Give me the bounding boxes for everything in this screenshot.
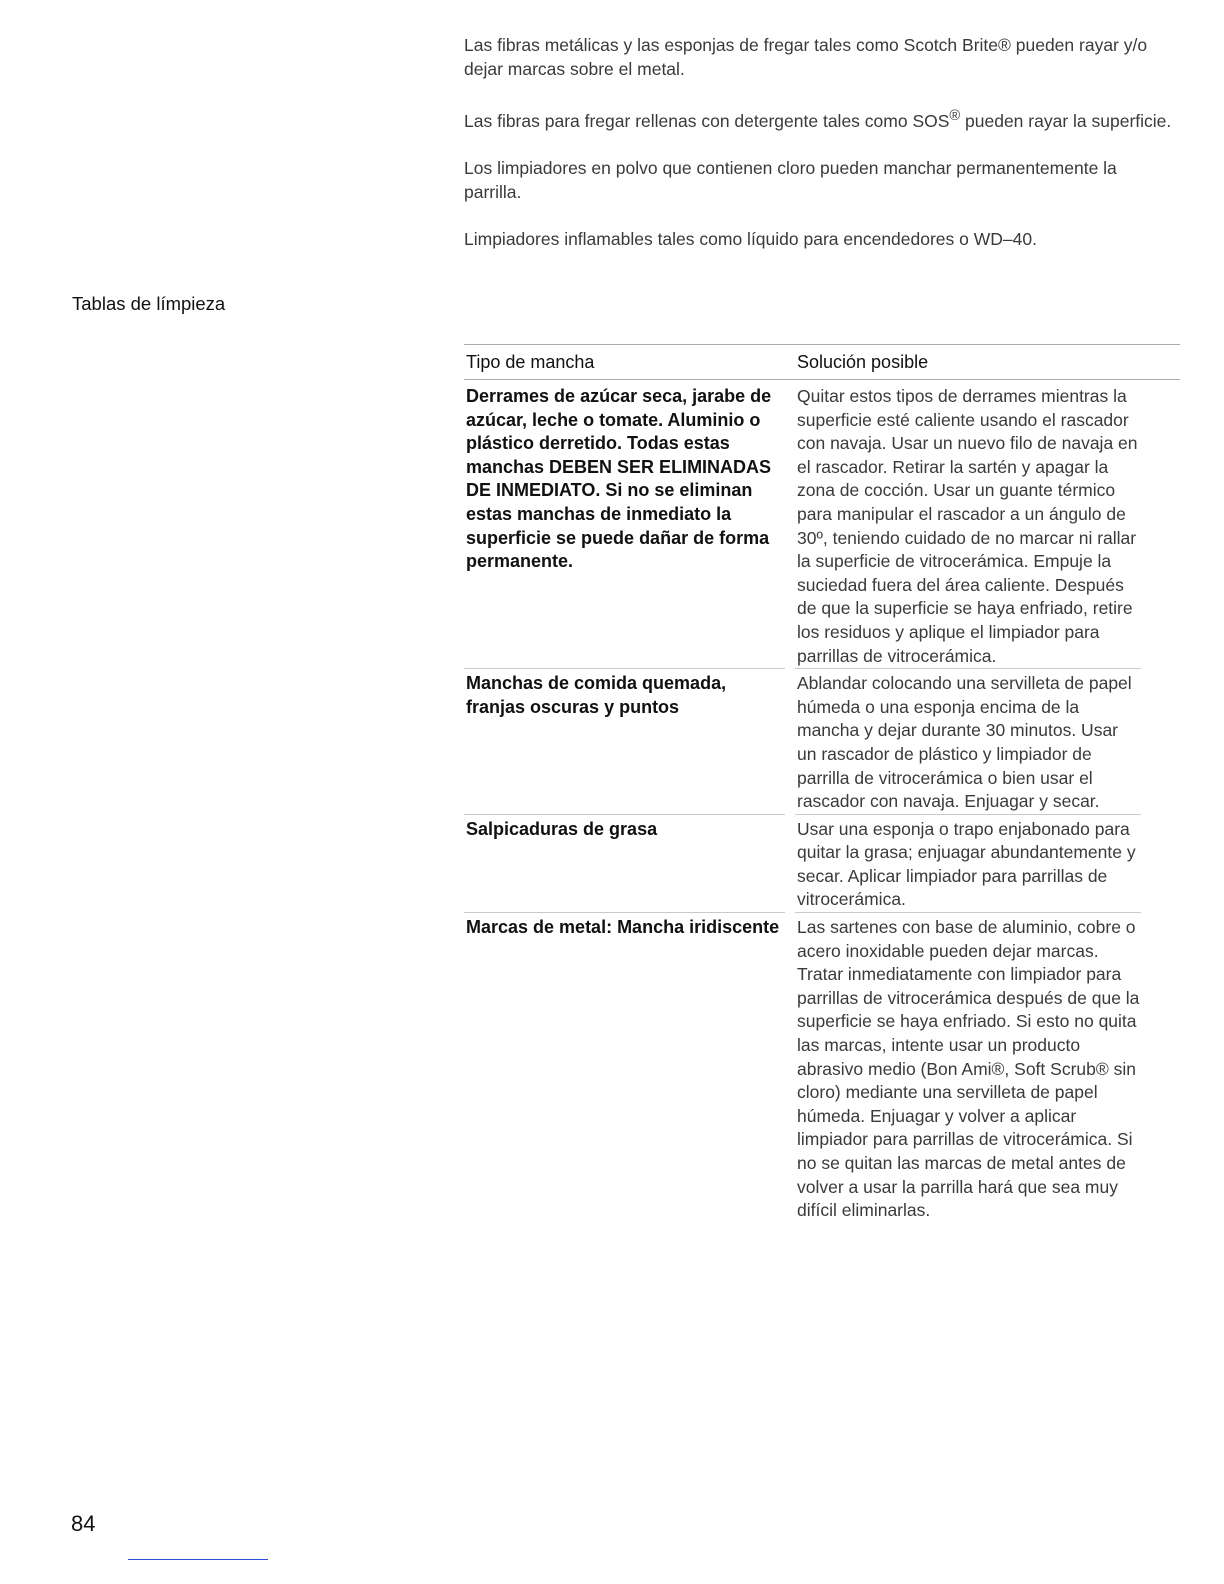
page-number: 84 (71, 1511, 96, 1536)
stain-type-cell: Marcas de metal: Mancha iridiscente (464, 912, 785, 940)
intro-paragraph-2-tail: pueden rayar la superficie. (960, 110, 1172, 131)
intro-paragraphs (464, 33, 1179, 274)
footer-rule (128, 1559, 268, 1560)
table-row (464, 668, 1180, 814)
intro-paragraph-4: Limpiadores inflamables tales como líquido para encendedores o WD–40. (464, 228, 1037, 249)
intro-paragraph-2 (464, 104, 1179, 133)
intro-paragraph-1: Las fibras metálicas y las esponjas de fregar tales como Scotch Brite® pueden rayar y/o dejar marcas sobre el metal. (464, 35, 1148, 79)
stain-type-cell: Salpicaduras de grasa (464, 814, 785, 842)
header-solution: Solución posible (797, 351, 929, 372)
table-row (464, 912, 1180, 1223)
table-header (464, 345, 1180, 380)
table-row (464, 380, 1180, 668)
cleaning-table (464, 344, 1180, 1223)
table-row (464, 814, 1180, 912)
section-heading: Tablas de límpieza (72, 293, 226, 314)
stain-type-cell: Derrames de azúcar seca, jarabe de azúcar, leche o tomate. Aluminio o plástico derretido. Todas estas manchas DEBEN SER ELIMINADAS DE INMEDIATO. Si no se eliminan estas manchas de inmediato la superficie se puede dañar de forma permanente. (466, 386, 772, 572)
registered-mark: ® (949, 108, 961, 124)
header-stain-type: Tipo de mancha (466, 351, 595, 372)
stain-type-cell: Manchas de comida quemada, franjas oscuras y puntos (464, 668, 785, 719)
intro-paragraph-2-text: Las fibras para fregar rellenas con detergente tales como SOS (464, 110, 950, 131)
solution-cell: Ablandar colocando una servilleta de papel húmeda o una esponja encima de la mancha y dejar durante 30 minutos. Usar un rascador de plástico y limpiador de parrilla de vitrocerámica o bien usar el rascador con navaja. Enjuagar y secar. (795, 668, 1141, 814)
solution-cell: Las sartenes con base de aluminio, cobre o acero inoxidable pueden dejar marcas. Tratar inmediatamente con limpiador para parrillas de vitrocerámica después de que la superficie se haya enfriado. Si esto no quita las marcas, intente usar un producto abrasivo medio (Bon Ami®, Soft Scrub® sin cloro) mediante una servilleta de papel húmeda. Enjuagar y volver a aplicar limpiador para parrillas de vitrocerámica. Si no se quitan las marcas de metal antes de volver a usar la parrilla hará que sea muy difícil eliminarlas. (795, 912, 1141, 1223)
solution-cell: Quitar estos tipos de derrames mientras la superficie esté caliente usando el rascador con navaja. Usar un nuevo filo de navaja en el rascador. Retirar la sartén y apagar la zona de cocción. Usar un guante térmico para manipular el rascador a un ángulo de 30º, teniendo cuidado de no marcar ni rallar la superficie de vitrocerámica. Empuje la suciedad fuera del área caliente. Después de que la superficie se haya enfriado, retire los residuos y aplique el limpiador para parrillas de vitrocerámica. (797, 386, 1138, 666)
intro-paragraph-3: Los limpiadores en polvo que contienen cloro pueden manchar permanentemente la parrilla. (464, 157, 1117, 202)
solution-cell: Usar una esponja o trapo enjabonado para quitar la grasa; enjuagar abundantemente y secar. Aplicar limpiador para parrillas de vitrocerámica. (795, 814, 1141, 912)
